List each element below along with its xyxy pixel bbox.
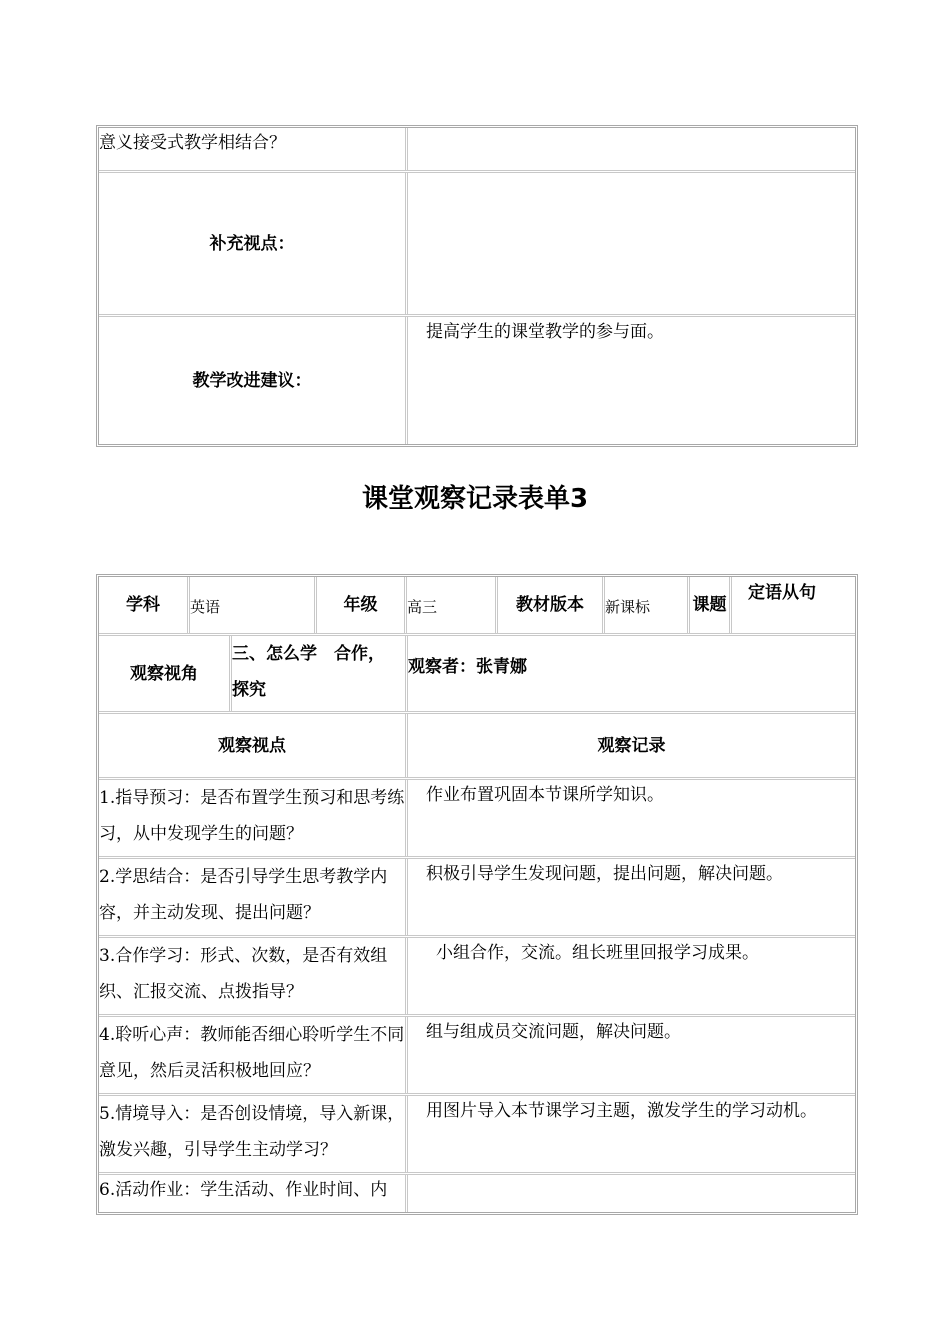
table-row bbox=[99, 777, 855, 856]
table-row bbox=[99, 856, 855, 935]
observation-point: 4.聆听心声：教师能否细心聆听学生不同意见，然后灵活积极地回应？ bbox=[99, 1025, 405, 1081]
table-row bbox=[99, 935, 855, 1014]
perspective-value: 三、怎么学 合作，探究 bbox=[229, 636, 405, 711]
observation-record: 积极引导学生发现问题，提出问题，解决问题。 bbox=[405, 859, 855, 935]
observation-points-header: 观察视点 bbox=[218, 735, 286, 756]
observation-record: 组与组成员交流问题，解决问题。 bbox=[405, 1017, 855, 1093]
observation-records-header: 观察记录 bbox=[405, 714, 855, 777]
improvement-suggestion-label: 教学改进建议： bbox=[192, 370, 312, 391]
answer-cell bbox=[405, 128, 855, 170]
grade-label: 年级 bbox=[314, 577, 404, 633]
observation-record: 小组合作，交流。组长班里回报学习成果。 bbox=[405, 938, 855, 1014]
observation-record-table bbox=[96, 574, 858, 1215]
evaluation-table bbox=[96, 125, 858, 447]
supplementary-viewpoint-label: 补充视点： bbox=[209, 233, 295, 254]
edition-label: 教材版本 bbox=[495, 577, 602, 633]
perspective-label: 观察视角 bbox=[130, 663, 198, 684]
observation-point: 6.活动作业：学生活动、作业时间、内 bbox=[99, 1180, 388, 1200]
grade-value: 高三 bbox=[404, 577, 495, 633]
table-row bbox=[99, 128, 855, 170]
info-row bbox=[99, 577, 855, 633]
table-row bbox=[99, 170, 855, 314]
subject-label: 学科 bbox=[126, 595, 160, 615]
observation-point: 1.指导预习：是否布置学生预习和思考练习，从中发现学生的问题？ bbox=[99, 788, 405, 844]
topic-value: 定语从句 bbox=[729, 577, 855, 633]
form-title: 课堂观察记录表单3 bbox=[361, 484, 589, 514]
observation-point: 2.学思结合：是否引导学生思考教学内容，并主动发现、提出问题？ bbox=[99, 867, 388, 923]
table-row bbox=[99, 1014, 855, 1093]
table-row bbox=[99, 1172, 855, 1212]
table-row bbox=[99, 1093, 855, 1172]
improvement-suggestion-value: 提高学生的课堂教学的参与面。 bbox=[405, 317, 855, 444]
subject-value: 英语 bbox=[187, 577, 314, 633]
edition-value: 新课标 bbox=[602, 577, 687, 633]
observer-name: 观察者：张青娜 bbox=[405, 636, 855, 711]
observation-record: 用图片导入本节课学习主题，激发学生的学习动机。 bbox=[405, 1096, 855, 1172]
table-row bbox=[99, 314, 855, 444]
observation-point: 3.合作学习：形式、次数，是否有效组织、汇报交流、点拨指导？ bbox=[99, 946, 388, 1002]
supplementary-viewpoint-value bbox=[405, 173, 855, 314]
observation-point: 5.情境导入：是否创设情境，导入新课，激发兴趣，引导学生主动学习？ bbox=[99, 1104, 405, 1160]
column-header-row bbox=[99, 711, 855, 777]
observation-record: 作业布置巩固本节课所学知识。 bbox=[405, 780, 855, 856]
question-cell: 意义接受式教学相结合？ bbox=[99, 133, 286, 153]
observation-record bbox=[405, 1175, 855, 1212]
topic-label: 课题 bbox=[687, 577, 729, 633]
perspective-row bbox=[99, 633, 855, 711]
